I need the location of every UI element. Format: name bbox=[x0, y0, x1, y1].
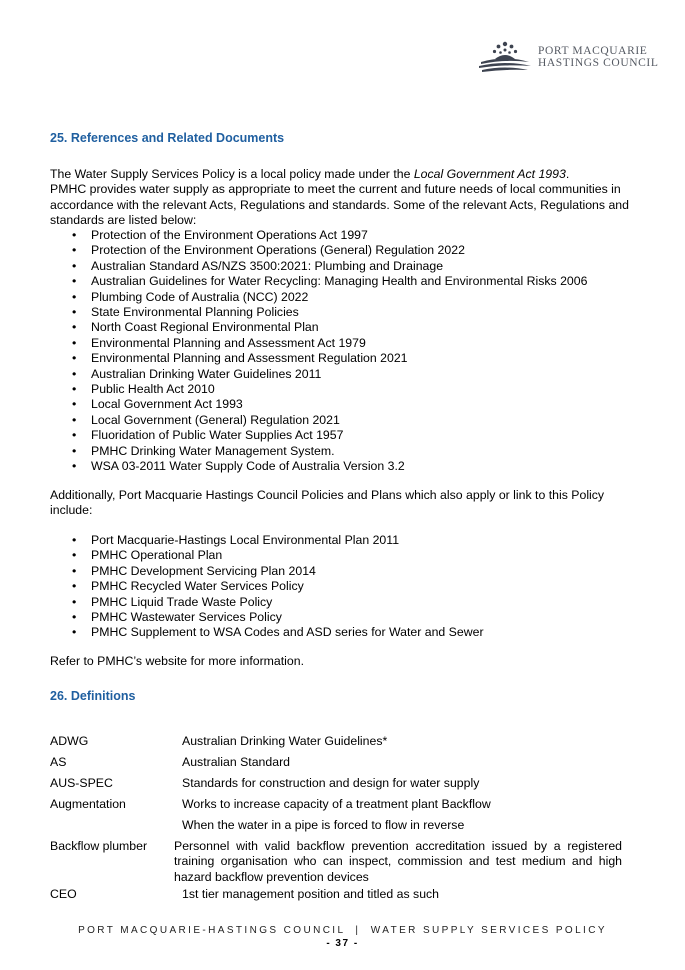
definition-term: ADWG bbox=[50, 734, 89, 748]
list-item: • PMHC Operational Plan bbox=[50, 548, 484, 563]
list-item: • Protection of the Environment Operations (General) Regulation 2022 bbox=[50, 243, 587, 258]
definition-description: Works to increase capacity of a treatment plant Backflow bbox=[182, 797, 491, 811]
list-item: • PMHC Wastewater Services Policy bbox=[50, 610, 484, 625]
definition-term: CEO bbox=[50, 887, 77, 901]
intro-text-post: . PMHC provides water supply as appropriate to meet the current and future needs of local communities in accordance with the relevant Acts, Regulations and standards. Some of the relevant Acts, Regulations and standards are listed below: bbox=[50, 167, 629, 228]
definition-description: Personnel with valid backflow prevention accreditation issued by a registered training organisation who can inspect, commission and test medium and high hazard backflow prevention devices bbox=[174, 839, 622, 884]
definition-description: When the water in a pipe is forced to flow in reverse bbox=[182, 818, 465, 832]
page-number: - 37 - bbox=[326, 938, 359, 949]
definition-term: Backflow plumber bbox=[50, 839, 148, 853]
intro-act-name: Local Government Act 1993 bbox=[413, 167, 566, 181]
definition-description: 1st tier management position and titled as such bbox=[182, 887, 440, 901]
council-logo-text bbox=[538, 45, 658, 69]
definition-description: Australian Drinking Water Guidelines* bbox=[182, 734, 388, 748]
list-item: • Fluoridation of Public Water Supplies Act 1957 bbox=[50, 428, 587, 443]
list-item: • Local Government Act 1993 bbox=[50, 397, 587, 412]
logo-line-1: PORT MACQUARIE bbox=[538, 45, 648, 57]
page-footer: PORT MACQUARIE-HASTINGS COUNCIL | WATER SUPPLY SERVICES POLICY bbox=[78, 925, 607, 936]
list-item: • Australian Drinking Water Guidelines 2011 bbox=[50, 367, 587, 382]
policies-list bbox=[50, 533, 484, 641]
council-logo bbox=[478, 40, 658, 74]
definition-term: AS bbox=[50, 755, 67, 769]
list-item: • Port Macquarie-Hastings Local Environmental Plan 2011 bbox=[50, 533, 484, 548]
definition-term: Augmentation bbox=[50, 797, 126, 811]
logo-line-2: HASTINGS COUNCIL bbox=[538, 57, 659, 69]
list-item: • Australian Standard AS/NZS 3500:2021: Plumbing and Drainage bbox=[50, 259, 587, 274]
list-item: • PMHC Drinking Water Management System. bbox=[50, 444, 587, 459]
section-25-heading: 25. References and Related Documents bbox=[50, 131, 285, 145]
list-item: • North Coast Regional Environmental Plan bbox=[50, 320, 587, 335]
list-item: • Plumbing Code of Australia (NCC) 2022 bbox=[50, 290, 587, 305]
list-item: • Local Government (General) Regulation 2021 bbox=[50, 413, 587, 428]
definition-description: Australian Standard bbox=[182, 755, 291, 769]
list-item: • Public Health Act 2010 bbox=[50, 382, 587, 397]
list-item: • Environmental Planning and Assessment Regulation 2021 bbox=[50, 351, 587, 366]
section-26-heading: 26. Definitions bbox=[50, 689, 136, 703]
refer-website-text: Refer to PMHC’s website for more information. bbox=[50, 654, 304, 668]
intro-text-pre: The Water Supply Services Policy is a local policy made under the bbox=[50, 167, 414, 181]
additional-policies-intro: Additionally, Port Macquarie Hastings Council Policies and Plans which also apply or link to this Policy include: bbox=[50, 488, 605, 518]
acts-list bbox=[50, 228, 587, 475]
list-item: • Environmental Planning and Assessment Act 1979 bbox=[50, 336, 587, 351]
list-item: • WSA 03-2011 Water Supply Code of Australia Version 3.2 bbox=[50, 459, 587, 474]
list-item: • Australian Guidelines for Water Recycling: Managing Health and Environmental Risks 2006 bbox=[50, 274, 587, 289]
council-emblem-icon bbox=[478, 40, 532, 74]
section-25-intro bbox=[50, 167, 645, 229]
definition-description: Standards for construction and design for water supply bbox=[182, 776, 480, 790]
list-item: • PMHC Development Servicing Plan 2014 bbox=[50, 564, 484, 579]
definition-term: AUS-SPEC bbox=[50, 776, 113, 790]
list-item: • Protection of the Environment Operations Act 1997 bbox=[50, 228, 587, 243]
list-item: • PMHC Liquid Trade Waste Policy bbox=[50, 595, 484, 610]
list-item: • State Environmental Planning Policies bbox=[50, 305, 587, 320]
list-item: • PMHC Supplement to WSA Codes and ASD series for Water and Sewer bbox=[50, 625, 484, 640]
list-item: • PMHC Recycled Water Services Policy bbox=[50, 579, 484, 594]
